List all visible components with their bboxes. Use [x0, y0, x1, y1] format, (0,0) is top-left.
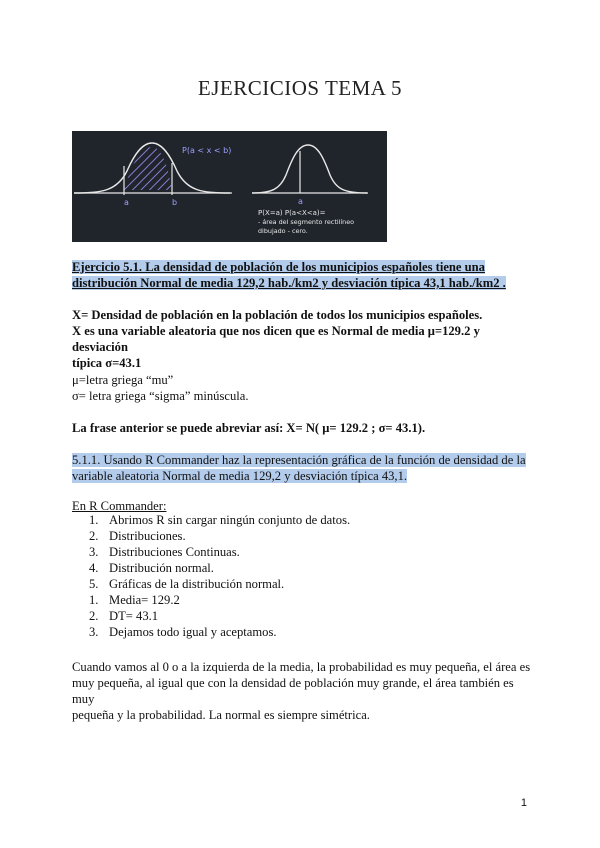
exercise-line-2: distribución Normal de media 129,2 hab./km2 y desviación típica 43,1 hab./km2 . — [72, 276, 506, 290]
variable-definition — [72, 307, 532, 371]
right-bell-curve — [252, 145, 367, 193]
list-item: 3. Distribuciones Continuas. — [89, 545, 240, 559]
page-title: EJERCICIOS TEMA 5 — [197, 76, 403, 100]
closing-paragraph — [72, 659, 532, 723]
list-item: 3. Dejamos todo igual y aceptamos. — [89, 625, 277, 639]
normal-distribution-sketch — [72, 131, 387, 242]
greek-letters-note — [72, 372, 532, 404]
definition-line-3: típica σ=43.1 — [72, 356, 142, 370]
list-item: 4. Distribución normal. — [89, 561, 214, 575]
left-shaded-area — [124, 147, 172, 190]
exercise-line-1: Ejercicio 5.1. La densidad de población de los municipios españoles tiene una — [72, 260, 485, 274]
exercise-statement — [72, 259, 532, 291]
list-item: 2. DT= 43.1 — [89, 609, 159, 623]
list-item: 1. Abrimos R sin cargar ningún conjunto de datos. — [89, 513, 351, 527]
closing-line-1: Cuando vamos al 0 o a la izquierda de la media, la probabilidad es muy pequeña, el área es — [72, 660, 531, 674]
abbreviation-line: La frase anterior se puede abreviar así: X= N( μ= 129.2 ; σ= 43.1). — [72, 421, 426, 435]
closing-line-3: pequeña y la probabilidad. La normal es siempre simétrica. — [72, 708, 370, 722]
label-b-left: b — [172, 198, 178, 207]
label-a-right: a — [298, 197, 303, 206]
rcommander-heading: En R Commander: — [72, 499, 167, 513]
page-number: 1 — [520, 797, 527, 809]
steps-list — [72, 512, 350, 640]
right-note-3: dibujado - cero. — [258, 227, 308, 235]
definition-line-2: X es una variable aleatoria que nos dicen que es Normal de media μ=129.2 y desviación — [72, 324, 480, 354]
right-note-2: - área del segmento rectilíneo — [258, 218, 355, 226]
label-a-left: a — [124, 198, 129, 207]
definition-line-1: X= Densidad de población en la población de todos los municipios españoles. — [72, 308, 483, 322]
task-statement — [72, 452, 532, 484]
list-item: 1. Media= 129.2 — [89, 593, 180, 607]
task-line-2: variable aleatoria Normal de media 129,2 y desviación típica 43,1. — [72, 469, 408, 483]
list-item: 5. Gráficas de la distribución normal. — [89, 577, 285, 591]
closing-line-2: muy pequeña, al igual que con la densidad de población muy grande, el área también es muy — [72, 676, 514, 706]
task-line-1: 5.1.1. Usando R Commander haz la representación gráfica de la función de densidad de la — [72, 453, 526, 467]
left-prob-label: P(a < x < b) — [182, 146, 232, 155]
mu-note: μ=letra griega “mu” — [72, 373, 174, 387]
sigma-note: σ= letra griega “sigma” minúscula. — [72, 389, 249, 403]
right-note-1: P(X=a) P(a<X<a)= — [258, 209, 326, 217]
list-item: 2. Distribuciones. — [89, 529, 186, 543]
